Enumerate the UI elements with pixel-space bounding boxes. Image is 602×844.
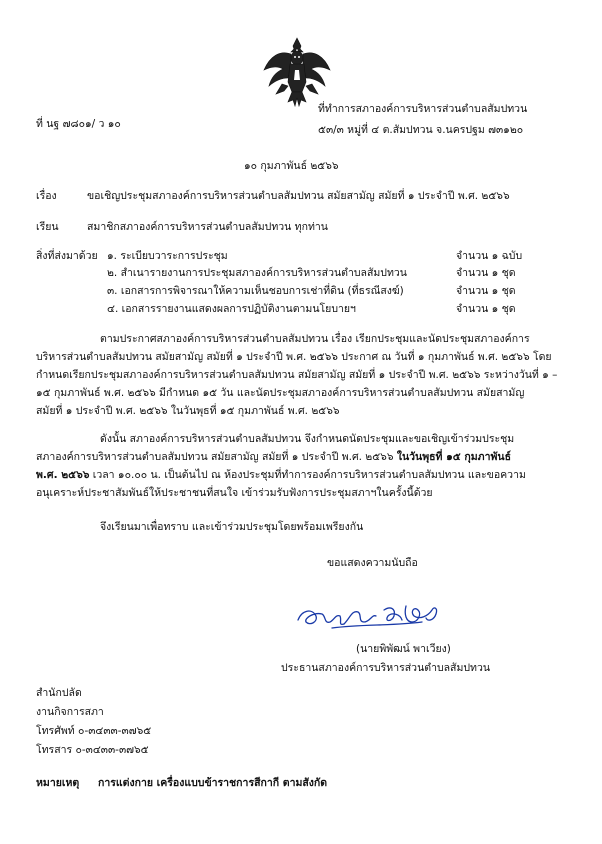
department: สำนักปลัด	[36, 687, 82, 699]
subject-text: ขอเชิญประชุมสภาองค์การบริหารส่วนตำบลสัมปทวน สมัยสามัญ สมัยที่ ๑ ประจำปี พ.ศ. ๒๕๖๖	[87, 190, 510, 202]
to-text: สมาชิกสภาองค์การบริหารส่วนตำบลสัมปทวน ทุกท่าน	[87, 221, 328, 233]
paragraph2-line: ดังนั้น สภาองค์การบริหารส่วนตำบลสัมปทวน จึงกำหนดนัดประชุมและขอเชิญเข้าร่วมประชุม	[100, 433, 515, 445]
enclosure-qty: จำนวน ๑ ชุด	[456, 267, 516, 279]
handwritten-signature	[292, 592, 452, 636]
paragraph2-line	[36, 450, 511, 464]
paragraph2-line: อนุเคราะห์ประชาสัมพันธ์ให้ประชาชนที่สนใจ เข้าร่วมรับฟังการประชุมสภาฯในครั้งนี้ด้วย	[36, 487, 433, 499]
letter-date: ๑๐ กุมภาพันธ์ ๒๕๖๖	[244, 160, 339, 172]
enclosure-qty: จำนวน ๑ ชุด	[456, 285, 516, 297]
paragraph1-line: สมัยที่ ๑ ประจำปี พ.ศ. ๒๕๖๖ ในวันพุธที่ ๑๕ กุมภาพันธ์ พ.ศ. ๒๕๖๖	[36, 405, 340, 417]
note-text: การแต่งกาย เครื่องแบบข้าราชการสีกากี ตามสังกัด	[98, 777, 328, 789]
meeting-year-bold: พ.ศ. ๒๕๖๖	[36, 469, 90, 481]
enclosure-qty: จำนวน ๑ ชุด	[456, 303, 516, 315]
phone-number: โทรศัพท์ ๐-๓๔๓๓-๓๗๖๕	[36, 725, 152, 737]
section: งานกิจการสภา	[36, 706, 104, 718]
paragraph2-line	[36, 468, 526, 482]
enclosure-item: ๒. สำเนารายงานการประชุมสภาองค์การบริหารส่วนตำบลสัมปทวน	[107, 267, 407, 279]
closing-text: จึงเรียนมาเพื่อทราบ และเข้าร่วมประชุมโดยพร้อมเพรียงกัน	[100, 521, 364, 533]
enclosures-label: สิ่งที่ส่งมาด้วย	[36, 250, 98, 262]
enclosure-qty: จำนวน ๑ ฉบับ	[456, 250, 523, 262]
to-label: เรียน	[36, 221, 59, 233]
meeting-date-bold: ในวันพุธที่ ๑๕ กุมภาพันธ์	[396, 451, 512, 463]
signer-name: (นายพิพัฒน์ พาเวียง)	[356, 643, 451, 655]
paragraph1-line: กำหนดเรียกประชุมสภาองค์การบริหารส่วนตำบลสัมปทวน สมัยสามัญ สมัยที่ ๑ ประจำปี พ.ศ. ๒๕๖๖ ระหว่างวันที่ ๑ –	[36, 369, 558, 381]
paragraph1-line: ตามประกาศสภาองค์การบริหารส่วนตำบลสัมปทวน เรื่อง เรียกประชุมและนัดประชุมสภาองค์การ	[100, 333, 530, 345]
office-name: ที่ทำการสภาองค์การบริหารส่วนตำบลสัมปทวน	[318, 103, 528, 115]
reference-number: ที่ นฐ ๗๘๐๑/ ว ๑๐	[36, 118, 121, 130]
paragraph2-text: เวลา ๑๐.๐๐ น. เป็นต้นไป ณ ห้องประชุมที่ทำการองค์การบริหารส่วนตำบลสัมปทวน และขอความ	[89, 469, 526, 481]
enclosure-item: ๔. เอกสารรายงานแสดงผลการปฏิบัติงานตามนโยบายฯ	[107, 303, 356, 315]
note-label: หมายเหตุ	[36, 777, 80, 789]
paragraph2-text: สภาองค์การบริหารส่วนตำบลสัมปทวน สมัยสามัญ สมัยที่ ๑ ประจำปี พ.ศ. ๒๕๖๖	[36, 451, 397, 463]
enclosure-item: ๓. เอกสารการพิจารณาให้ความเห็นชอบการเช่าที่ดิน (ที่ธรณีสงฆ์)	[107, 285, 404, 297]
signer-title: ประธานสภาองค์การบริหารส่วนตำบลสัมปทวน	[281, 662, 491, 674]
paragraph1-line: บริหารส่วนตำบลสัมปทวน สมัยสามัญ สมัยที่ ๑ ประจำปี พ.ศ. ๒๕๖๖ ประกาศ ณ วันที่ ๑ กุมภาพันธ์ พ.ศ. ๒๕๖๖ โดย	[36, 351, 552, 363]
garuda-emblem	[262, 36, 332, 108]
subject-label: เรื่อง	[36, 190, 57, 202]
office-address: ๕๓/๓ หมู่ที่ ๔ ต.สัมปทวน จ.นครปฐม ๗๓๑๒๐	[318, 124, 524, 136]
enclosure-item: ๑. ระเบียบวาระการประชุม	[107, 250, 228, 262]
regards-text: ขอแสดงความนับถือ	[327, 557, 418, 569]
paragraph1-line: ๑๕ กุมภาพันธ์ พ.ศ. ๒๕๖๖ มีกำหนด ๑๕ วัน และนัดประชุมสภาองค์การบริหารส่วนตำบลสัมปทวน สมัยสามัญ	[36, 387, 525, 399]
fax-number: โทรสาร ๐-๓๔๓๓-๓๗๖๕	[36, 744, 149, 756]
